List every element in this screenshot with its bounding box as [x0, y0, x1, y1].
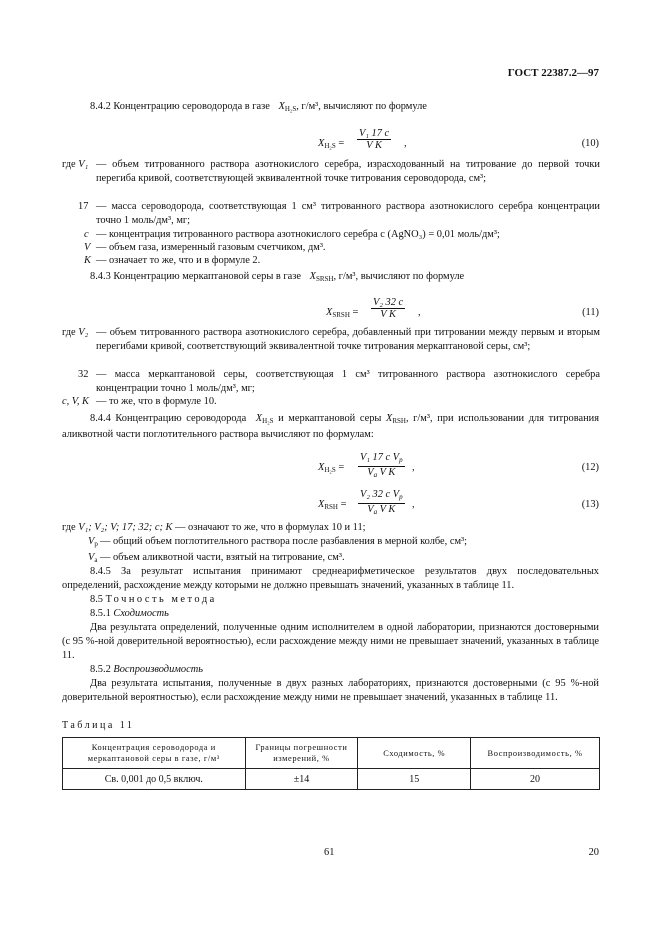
para-text: , г/м³, вычисляют по формуле — [333, 271, 465, 282]
formula-13-lhs: $X_{RSH}$ = — [318, 499, 347, 511]
symbol: c — [84, 229, 89, 240]
definition-text: — масса сероводорода, соответствующая 1 см³ титрованного раствора азотнокислого серебра концентрации точно 1 моль/дм³, мг; — [96, 201, 600, 226]
para-text: 8.4.3 Концентрацию меркаптановой серы в газе — [90, 271, 301, 282]
definition-text: — объем аликвотной части, взятый на титрование, см³. — [100, 552, 345, 563]
symbol: X — [255, 413, 263, 424]
symbol-sub: RSH — [324, 503, 338, 511]
formula-11-number: (11) — [582, 307, 599, 318]
symbol: V — [88, 552, 95, 563]
definition-va — [62, 551, 600, 565]
numerator: V₁ 17 c — [359, 128, 390, 139]
column-header: Сходимость, % — [358, 738, 471, 769]
formula-11-fraction — [371, 297, 405, 320]
definition-text: — общий объем поглотительного раствора после разбавления в мерной колбе, см³; — [100, 536, 468, 547]
symbol: K — [84, 255, 91, 266]
where-word: где — [62, 522, 76, 533]
formula-11-lhs: $X_{SRSH}$ = — [326, 307, 359, 319]
formula-10-number: (10) — [581, 138, 599, 149]
paragraph-8-4-2 — [62, 100, 599, 116]
formula-comma: , — [404, 138, 407, 149]
formula-comma: , — [418, 307, 421, 318]
section-8-5-2-heading — [62, 663, 599, 677]
symbol: X — [309, 271, 316, 282]
column-header: Воспроизводимость, % — [471, 738, 600, 769]
definition-17 — [62, 200, 600, 228]
table-cell: Св. 0,001 до 0,5 включ. — [63, 769, 246, 790]
section-number: 8.5.2 — [90, 664, 111, 675]
paragraph-8-5-2: Два результата испытания, полученные в двух разных лабораториях, признаются достоверными (с 95 %-ной доверительной вероятностью), если расхождение между ними не превышает значений, указанных в таблице 11. — [62, 678, 599, 703]
symbol: X — [326, 307, 333, 318]
definition-v2 — [62, 326, 600, 368]
denominator: V K — [366, 140, 382, 151]
table-row — [63, 769, 600, 790]
where-word: где V₁ — [62, 159, 89, 170]
sheet-number: 20 — [588, 847, 599, 858]
formula-13-number: (13) — [581, 499, 599, 510]
table-header-row — [63, 738, 600, 769]
para-text: , г/м³, вычисляют по формуле — [296, 101, 427, 112]
numerator: V₂ 32 c $V_р$ — [358, 489, 405, 504]
symbol-sub: H₂S — [324, 142, 336, 150]
denominator: V K — [380, 309, 396, 320]
definition-text: — масса меркаптановой серы, соответствующая 1 см³ титрованного раствора азотнокислого серебра концентрации точно 1 моль/дм³, мг; — [96, 369, 600, 394]
symbol-sub: SRSH — [315, 275, 334, 283]
symbol: X — [318, 138, 325, 149]
symbol: V₁; V₂; V; 17; 32; c; K — [78, 522, 173, 533]
para-text: , г/м³, при использовании для титрования аликвотной части поглотительного раствора вычисляют по формулам: — [62, 413, 600, 440]
para-text: 8.4.2 Концентрацию сероводорода в газе — [90, 101, 270, 112]
definition-v — [62, 241, 600, 255]
symbol: X — [318, 462, 325, 473]
numerator: V₁ 17 c $V_р$ — [358, 452, 405, 467]
symbol-sub: H₂S — [324, 466, 336, 474]
symbol-sub: р — [94, 540, 98, 548]
denominator: $V_а$ V K — [367, 467, 396, 479]
formula-12-number: (12) — [581, 462, 599, 473]
formula-12-fraction — [358, 452, 405, 481]
paragraph-8-5-1: Два результата определений, полученные одним исполнителем в одной лаборатории, признаются достоверными (с 95 %-ной доверительной вероятностью), если расхождение между ними не превышает значений, указанных в таблице 11. — [62, 622, 599, 661]
formula-10-fraction — [357, 128, 391, 151]
definition-text: — означают то же, что в формулах 10 и 11; — [175, 522, 366, 533]
symbol-sub: RSH — [392, 417, 406, 425]
symbol: X — [385, 413, 393, 424]
symbol: c, V, K — [62, 396, 89, 407]
symbol-sub: а — [94, 556, 98, 564]
paragraph-8-4-4 — [62, 412, 599, 442]
formula-13-fraction — [358, 489, 405, 518]
table-11 — [62, 737, 600, 790]
table-cell: 20 — [471, 769, 600, 790]
symbol-sub: SRSH — [332, 311, 350, 319]
definition-list — [62, 521, 600, 535]
section-title: Точность метода — [105, 594, 217, 605]
para-text: 8.4.4 Концентрацию сероводорода — [90, 413, 247, 424]
formula-comma: , — [412, 499, 415, 510]
section-title: Сходимость — [113, 608, 169, 619]
column-header: Концентрация сероводорода и меркаптановой серы в газе, г/м³ — [63, 738, 246, 769]
paragraph-8-4-5: 8.4.5 За результат испытания принимают среднеарифметическое результатов двух последовательных определений, расхождение между которыми не должно превышать значений, указанных в таблице 11. — [62, 566, 599, 591]
definition-text: — объем титрованного раствора азотнокислого серебра, добавленный при титровании между первым и вторым перегибами кривой, соответствующий эквивалентной точке титрования меркаптановой серы, см³; — [96, 327, 600, 352]
paragraph-8-4-3 — [62, 270, 599, 286]
where-word: где V₂ — [62, 327, 89, 338]
symbol: X — [278, 101, 285, 112]
symbol: X — [318, 499, 325, 510]
symbol-sub: H₂S — [262, 417, 274, 425]
table-cell: 15 — [358, 769, 471, 790]
formula-10-lhs: $X_{H_2S}$ = — [318, 138, 345, 150]
definition-text: — означает то же, что и в формуле 2. — [96, 255, 261, 266]
definition-32 — [62, 368, 600, 396]
formula-12-lhs: $X_{H_2S}$ = — [318, 462, 345, 474]
section-number: 8.5.1 — [90, 608, 111, 619]
definition-cvk — [62, 395, 600, 409]
definition-text: — концентрация титрованного раствора азотнокислого серебра c (AgNO₃) = 0,01 моль/дм³; — [96, 229, 500, 240]
symbol: V — [84, 242, 91, 253]
definition-vp — [62, 535, 600, 549]
section-number: 8.5 — [90, 594, 103, 605]
symbol: V — [88, 536, 95, 547]
section-title: Воспроизводимость — [113, 664, 203, 675]
numerator: V₂ 32 c — [373, 297, 404, 308]
document-id: ГОСТ 22387.2—97 — [507, 67, 599, 79]
section-8-5-1-heading — [62, 607, 599, 621]
page-number: 61 — [324, 847, 335, 858]
definition-text: — объем газа, измеренный газовым счетчиком, дм³. — [96, 242, 326, 253]
definition-c — [62, 228, 600, 242]
column-header: Границы погрешности измерений, % — [245, 738, 358, 769]
definition-text: — объем титрованного раствора азотнокислого серебра, израсходованный на титрование до первой точки перегиба кривой, соответствующей эквивалентной точке титрования сероводорода, см³; — [96, 159, 600, 184]
section-8-5-heading — [62, 593, 599, 607]
symbol: 32 — [78, 369, 89, 380]
definition-k — [62, 254, 600, 268]
para-text: и меркаптановой серы — [278, 413, 382, 424]
symbol: V₂ — [78, 327, 89, 338]
definition-v1 — [62, 158, 600, 200]
definition-text: — то же, что в формуле 10. — [96, 396, 217, 407]
symbol: V₁ — [78, 159, 89, 170]
table-caption: Таблица 11 — [62, 720, 135, 731]
formula-comma: , — [412, 462, 415, 473]
denominator: $V_а$ V K — [367, 504, 396, 516]
symbol-sub: H₂S — [284, 105, 297, 113]
table-cell: ±14 — [245, 769, 358, 790]
symbol: 17 — [78, 201, 89, 212]
